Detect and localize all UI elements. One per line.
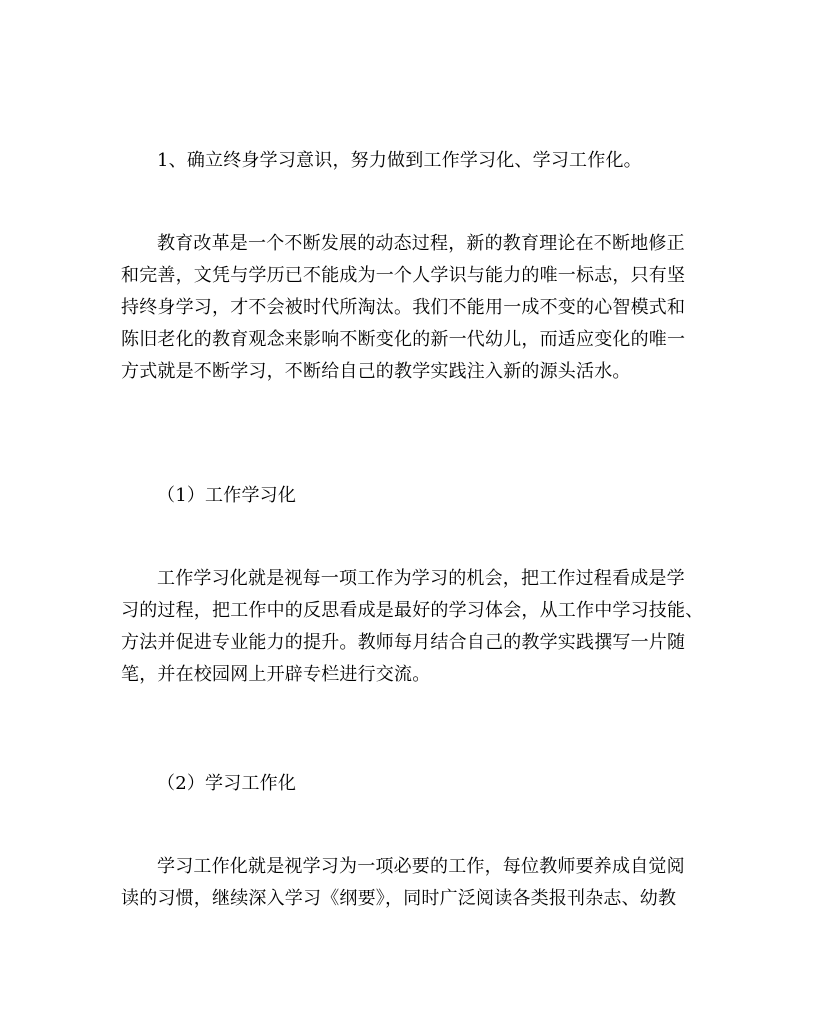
paragraph-line: 持终身学习，才不会被时代所淘汰。我们不能用一成不变的心智模式和 <box>121 297 686 318</box>
heading-text: 1、确立终身学习意识，努力做到工作学习化、学习工作化。 <box>157 150 642 171</box>
paragraph-line: 陈旧老化的教育观念来影响不断变化的新一代幼儿，而适应变化的唯一 <box>121 329 686 350</box>
paragraph-line: 教育改革是一个不断发展的动态过程，新的教育理论在不断地修正 <box>157 233 685 254</box>
subheading-text: （2）学习工作化 <box>157 773 297 794</box>
subheading <box>121 768 706 800</box>
paragraph-line: 工作学习化就是视每一项工作为学习的机会，把工作过程看成是学 <box>157 568 685 589</box>
subheading-text: （1）工作学习化 <box>157 485 297 506</box>
paragraph <box>121 228 706 388</box>
paragraph-line: 学习工作化就是视学习为一项必要的工作，每位教师要养成自觉阅 <box>157 856 685 877</box>
paragraph-line: 笔，并在校园网上开辟专栏进行交流。 <box>121 664 431 685</box>
paragraph <box>121 851 706 915</box>
section-heading <box>121 145 706 177</box>
paragraph-line: 方法并促进专业能力的提升。教师每月结合自己的教学实践撰写一片随 <box>121 632 686 653</box>
subheading <box>121 480 706 512</box>
paragraph-line: 和完善，文凭与学历已不能成为一个人学识与能力的唯一标志，只有坚 <box>121 265 686 286</box>
paragraph-line: 读的习惯，继续深入学习《纲要》，同时广泛阅读各类报刊杂志、幼教 <box>121 888 677 909</box>
paragraph <box>121 563 706 691</box>
paragraph-line: 习的过程，把工作中的反思看成是最好的学习体会，从工作中学习技能、 <box>121 600 704 621</box>
paragraph-line: 方式就是不断学习，不断给自己的教学实践注入新的源头活水。 <box>121 361 631 382</box>
